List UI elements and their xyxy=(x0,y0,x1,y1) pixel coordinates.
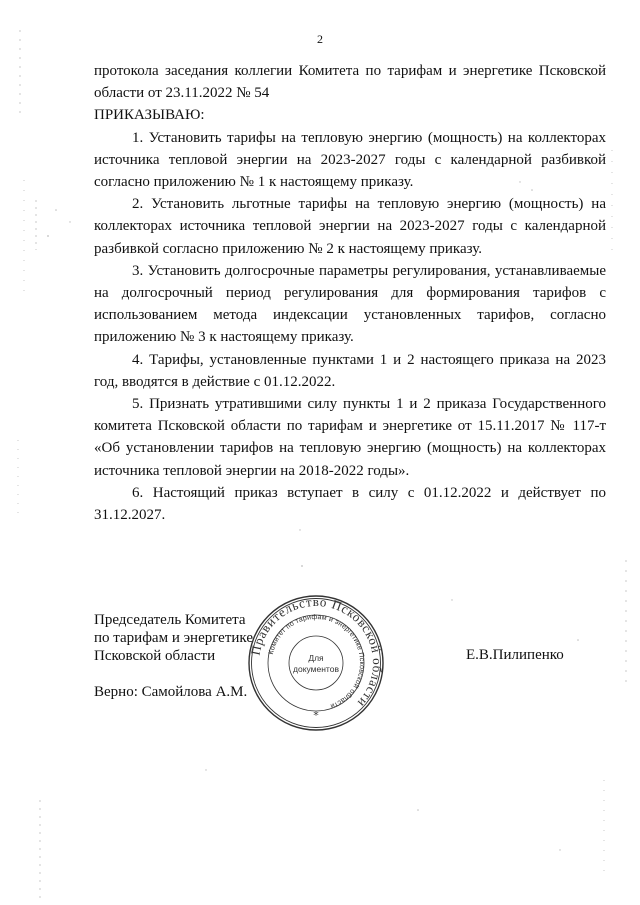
paragraph-item-6: 6. Настоящий приказ вступает в силу с 01.12.2022 и действует по 31.12.2027. xyxy=(94,484,606,524)
paragraph-item-3: 3. Установить долгосрочные параметры регулирования, устанавливаемые на долгосрочный период регулирования для формирования тарифов с использованием метода индексации установленных тарифов, согласно приложению № 3 к настоящему приказу. xyxy=(94,262,606,346)
seal-inner-text: Комитет по тарифам и энергетике Псковской области xyxy=(267,613,366,710)
signatory-title-line: по тарифам и энергетике xyxy=(94,630,253,646)
page-number: 2 xyxy=(317,32,323,46)
paragraph-protocol-reference: протокола заседания коллегии Комитета по тарифам и энергетике Псковской области от 23.11.2022 № 54 xyxy=(94,63,606,102)
order-heading: ПРИКАЗЫВАЮ: xyxy=(94,107,205,124)
signer-name: Е.В.Пилипенко xyxy=(466,647,564,663)
paragraph-item-5: 5. Признать утратившими силу пункты 1 и 2 приказа Государственного комитета Псковской области по тарифам и энергетике от 15.11.2017 № 117-т «Об установлении тарифов на тепловую энергию (мощность) на коллекторах источника тепловой энергии на 2018-2022 годы». xyxy=(94,396,606,479)
seal-center-text-2: документов xyxy=(293,664,339,674)
signatory-title xyxy=(94,611,253,665)
signatory-title-line: Псковской области xyxy=(94,648,216,664)
seal-outer-text: Правительство Псковской области xyxy=(247,594,385,711)
signatory-title-line: Председатель Комитета xyxy=(94,612,246,628)
paragraph-item-4: 4. Тарифы, установленные пунктами 1 и 2 настоящего приказа на 2023 год, вводятся в действие с 01.12.2022. xyxy=(94,351,606,390)
seal-center-ring xyxy=(289,636,343,690)
order-body xyxy=(94,60,606,526)
official-seal xyxy=(247,594,385,732)
paragraph-item-2: 2. Установить льготные тарифы на тепловую энергию (мощность) на коллекторах источника тепловой энергии на 2023-2027 годы с календарной разбивкой согласно приложению № 2 к настоящему приказу. xyxy=(94,196,606,257)
verified-copy-note: Верно: Самойлова А.М. xyxy=(94,684,248,700)
paragraph-item-1: 1. Установить тарифы на тепловую энергию (мощность) на коллекторах источника тепловой энергии на 2023-2027 годы с календарной разбивкой согласно приложению № 1 к настоящему приказу. xyxy=(94,129,606,191)
seal-star-icon: * xyxy=(313,709,319,722)
seal-center-text-1: Для xyxy=(308,653,324,663)
